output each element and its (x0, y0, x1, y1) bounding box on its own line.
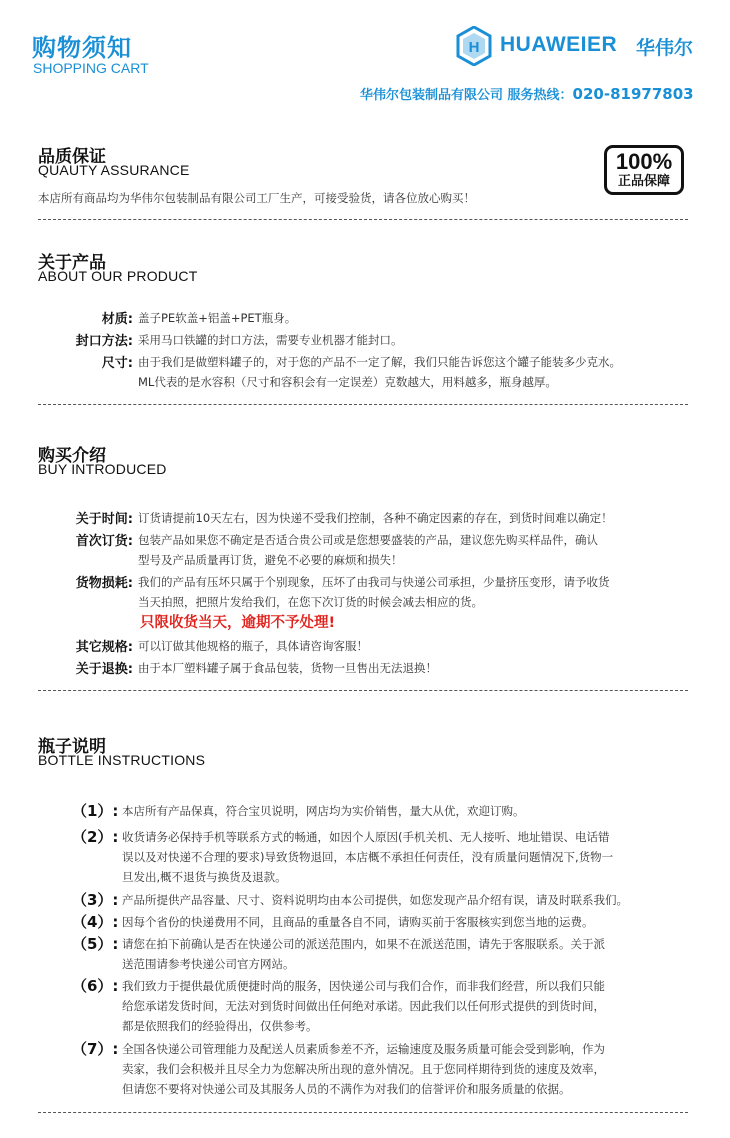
bottle-item-text: 都是依照我们的经验得出，仅供参考。 (122, 1019, 318, 1033)
product-label-sealing: 封口方法: (75, 334, 133, 349)
red-warning-note: 只限收货当天，逾期不予处理! (140, 615, 336, 631)
product-text-size-line1: 由于我们是做塑料罐子的，对于您的产品不一定了解，我们只能告诉您这个罐子能装多少克水。 (138, 355, 621, 369)
buy-label-other-specs: 其它规格: (75, 640, 133, 655)
bottle-item-text: 请您在拍下前确认是否在快递公司的派送范围内，如果不在派送范围，请先于客服联系。关于派 (122, 937, 605, 951)
bottle-item-text: 我们致力于提供最优质便捷时尚的服务，因快递公司与我们合作，而非我们经营，所以我们只能 (122, 979, 605, 993)
quality-title-cn: 品质保证 (38, 147, 106, 167)
buy-title-cn: 购买介绍 (38, 446, 106, 466)
page-title: 购物须知 (32, 34, 132, 62)
svg-text:H: H (468, 39, 480, 56)
bottle-item-number: （5）: (72, 935, 119, 953)
bottle-item-text: 送范围请参考快递公司官方网站。 (122, 957, 295, 971)
buy-text-first-order-line2: 型号及产品质量再订货，避免不必要的麻烦和损失！ (138, 553, 403, 567)
bottle-item-text: 收货请务必保持手机等联系方式的畅通，如因个人原因(手机关机、无人接听、地址错误、电话错 (122, 830, 610, 844)
bottle-item-number: （3）: (72, 891, 119, 909)
hexagon-logo-icon (456, 26, 492, 66)
buy-label-returns: 关于退换: (75, 662, 133, 677)
bottle-item-text: 产品所提供产品容量、尺寸、资料说明均由本公司提供，如您发现产品介绍有误，请及时联系我们。 (122, 893, 628, 907)
bottle-item-text: 因每个省份的快递费用不同，且商品的重量各自不同，请购买前于客服核实到您当地的运费。 (122, 915, 594, 929)
brand-logo (456, 26, 706, 66)
bottle-title-cn: 瓶子说明 (38, 737, 106, 757)
hotline-number: 020-81977803 (572, 85, 694, 103)
logo-cn-text: 华伟尔 (636, 37, 694, 59)
bottle-item-number: （7）: (72, 1040, 119, 1058)
buy-text-damage-line1: 我们的产品有压坏只属于个别现象，压坏了由我司与快递公司承担，少量挤压变形，请予收货 (138, 575, 610, 589)
product-title-cn: 关于产品 (38, 253, 106, 273)
divider (38, 404, 688, 405)
company-name: 华伟尔包装制品有限公司 服务热线： (360, 88, 573, 103)
buy-label-damage: 货物损耗: (75, 576, 133, 591)
divider (38, 219, 688, 220)
product-text-size-line2: ML代表的是水容积（尺寸和容积会有一定误差）克数越大，用料越多，瓶身越厚。 (138, 375, 557, 389)
buy-text-other-specs: 可以订做其他规格的瓶子，具体请咨询客服！ (138, 639, 368, 653)
quality-title-en: QUAUTY ASSURANCE (38, 162, 190, 178)
product-label-material: 材质: (101, 312, 133, 327)
bottle-item-text: 本店所有产品保真，符合宝贝说明，网店均为实价销售，量大从优，欢迎订购。 (122, 804, 525, 818)
page-subtitle: SHOPPING CART (33, 60, 149, 76)
buy-label-time: 关于时间: (75, 512, 133, 527)
product-text-material: 盖子PE软盖+铝盖+PET瓶身。 (138, 311, 297, 325)
product-title-en: ABOUT OUR PRODUCT (38, 268, 198, 284)
authentic-guarantee-badge (604, 145, 684, 195)
buy-title-en: BUY INTRODUCED (38, 461, 167, 477)
bottle-item-text: 卖家，我们会积极并且尽全力为您解决所出现的意外情况。且于您同样期待到货的速度及效率， (122, 1062, 605, 1076)
bottle-item-number: （1）: (72, 802, 119, 820)
badge-percent: 100% (615, 149, 673, 174)
divider (38, 690, 688, 691)
quality-text: 本店所有商品均为华伟尔包装制品有限公司工厂生产，可接受验货，请各位放心购买！ (38, 191, 475, 205)
bottle-item-number: （4）: (72, 913, 119, 931)
bottle-item-number: （2）: (72, 828, 119, 846)
product-text-sealing: 采用马口铁罐的封口方法，需要专业机器才能封口。 (138, 333, 403, 347)
buy-label-first-order: 首次订货: (75, 534, 133, 549)
logo-text: HUAWEIER (500, 33, 618, 56)
badge-label: 正品保障 (617, 174, 670, 189)
buy-text-time: 订货请提前10天左右，因为快递不受我们控制，各种不确定因素的存在，到货时间难以确定！ (138, 511, 613, 525)
buy-text-damage-line2: 当天拍照，把照片发给我们，在您下次订货的时候会减去相应的货。 (138, 595, 483, 609)
bottle-item-text: 给您承诺发货时间，无法对到货时间做出任何绝对承诺。因此我们以任何形式提供的到货时间， (122, 999, 605, 1013)
buy-text-first-order-line1: 包装产品如果您不确定是否适合贵公司或是您想要盛装的产品，建议您先购买样品件，确认 (138, 533, 598, 547)
bottle-item-number: （6）: (72, 977, 119, 995)
bottle-item-text: 全国各快递公司管理能力及配送人员素质参差不齐，运输速度及服务质量可能会受到影响，作为 (122, 1042, 605, 1056)
bottle-title-en: BOTTLE INSTRUCTIONS (38, 752, 206, 768)
company-hotline (360, 84, 694, 103)
bottle-item-text: 旦发出,概不退货与换货及退款。 (122, 870, 287, 884)
bottle-item-text: 误以及对快递不合理的要求)导致货物退回，本店概不承担任何责任，没有质量问题情况下,货物一 (122, 850, 614, 864)
bottle-item-text: 但请您不要将对快递公司及其服务人员的不满作为对我们的信誉评价和服务质量的依据。 (122, 1082, 571, 1096)
product-label-size: 尺寸: (101, 356, 133, 371)
divider (38, 1112, 688, 1113)
buy-text-returns: 由于本厂塑料罐子属于食品包装，货物一旦售出无法退换！ (138, 661, 437, 675)
